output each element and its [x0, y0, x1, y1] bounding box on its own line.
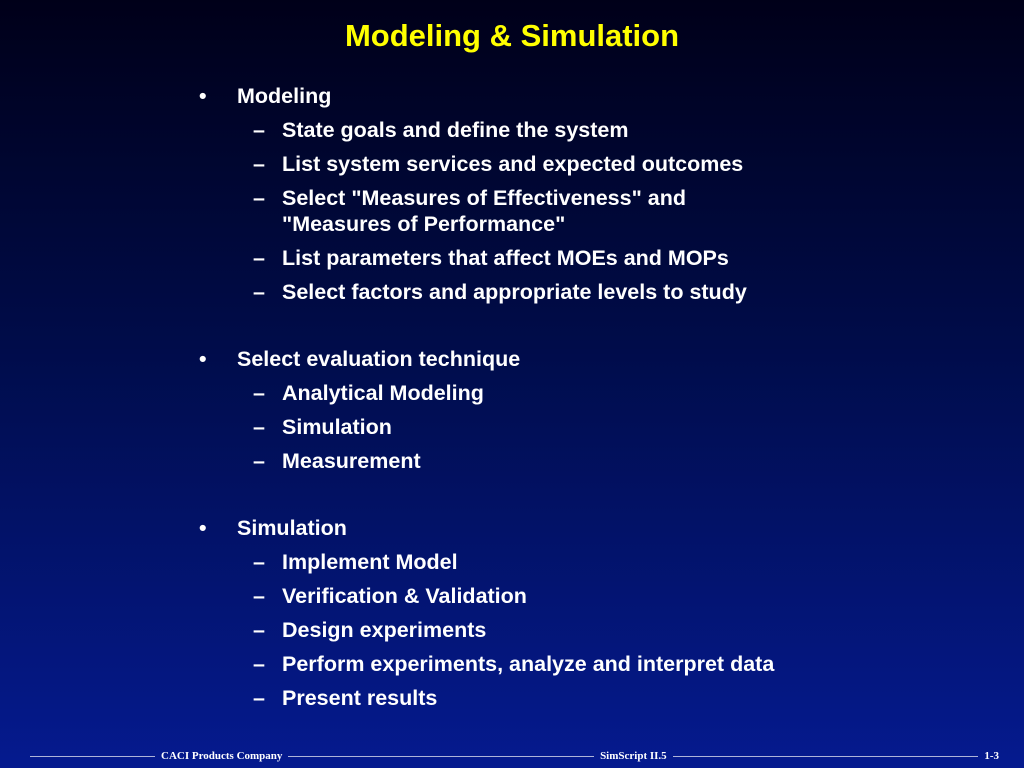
sub-item-text: Verification & Validation [282, 584, 527, 608]
sub-list [196, 545, 956, 715]
sub-item-text: Perform experiments, analyze and interpret data [282, 652, 775, 676]
dash-icon: – [253, 118, 265, 142]
sub-item [196, 647, 956, 681]
sub-item [196, 545, 956, 579]
bullet-label: Select evaluation technique [237, 347, 521, 371]
footer-divider [673, 756, 979, 757]
dash-icon: – [253, 652, 265, 676]
bullet-icon: • [199, 516, 207, 540]
footer-divider [288, 756, 594, 757]
sub-item-text: Measurement [282, 449, 421, 473]
sub-item [196, 444, 956, 478]
section-simulation [196, 511, 956, 715]
bullet-label: Simulation [237, 516, 347, 540]
sub-item-text: Simulation [282, 415, 392, 439]
sub-item-text: List system services and expected outcomes [282, 152, 744, 176]
bullet-item [196, 79, 956, 113]
dash-icon: – [253, 415, 265, 439]
sub-item-text: List parameters that affect MOEs and MOPs [282, 246, 729, 270]
section-evaluation [196, 342, 956, 478]
sub-list [196, 113, 956, 309]
sub-item [196, 376, 956, 410]
footer-company: CACI Products Company [161, 750, 283, 762]
footer-product: SimScript II.5 [600, 750, 667, 762]
sub-item [196, 579, 956, 613]
sub-item [196, 147, 956, 181]
bullet-icon: • [199, 84, 207, 108]
dash-icon: – [253, 280, 265, 304]
bullet-item [196, 511, 956, 545]
dash-icon: – [253, 584, 265, 608]
sub-item [196, 181, 956, 241]
sub-item [196, 681, 956, 715]
section-modeling [196, 79, 956, 309]
slide-title: Modeling & Simulation [344, 18, 680, 53]
sub-item [196, 241, 956, 275]
dash-icon: – [253, 618, 265, 642]
sub-item [196, 113, 956, 147]
bullet-label: Modeling [237, 84, 332, 108]
dash-icon: – [253, 686, 265, 710]
sub-item-text: Present results [282, 686, 438, 710]
sub-item [196, 613, 956, 647]
sub-item [196, 410, 956, 444]
sub-item-text: Design experiments [282, 618, 487, 642]
dash-icon: – [253, 152, 265, 176]
sub-list [196, 376, 956, 478]
bullet-item [196, 342, 956, 376]
sub-item-text: State goals and define the system [282, 118, 629, 142]
sub-item [196, 275, 956, 309]
sub-item-text: Implement Model [282, 550, 458, 574]
slide-footer [30, 746, 1005, 766]
sub-item-text: Select "Measures of Effectiveness" and "Measures of Performance" [282, 186, 686, 236]
dash-icon: – [253, 381, 265, 405]
footer-divider [30, 756, 155, 757]
dash-icon: – [253, 186, 265, 210]
dash-icon: – [253, 550, 265, 574]
dash-icon: – [253, 449, 265, 473]
dash-icon: – [253, 246, 265, 270]
footer-page-number: 1-3 [984, 750, 999, 762]
sub-item-text: Select factors and appropriate levels to study [282, 280, 747, 304]
bullet-icon: • [199, 347, 207, 371]
sub-item-text: Analytical Modeling [282, 381, 484, 405]
slide-content [196, 79, 956, 748]
